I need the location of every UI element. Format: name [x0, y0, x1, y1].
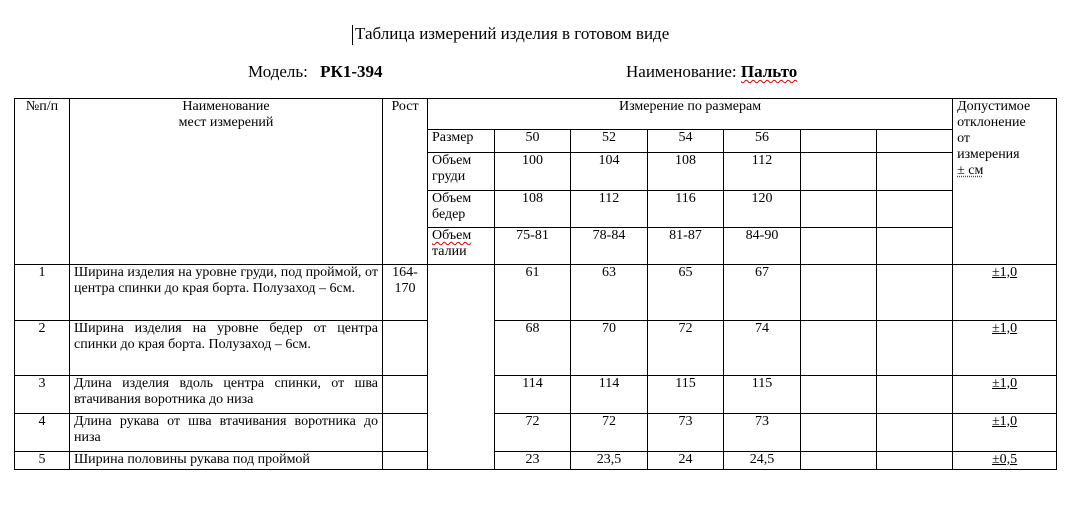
row-number: 2 — [15, 321, 70, 376]
name-value: Пальто — [740, 62, 798, 81]
value-cell: 24,5 — [724, 452, 801, 470]
size-cell: 116 — [648, 191, 724, 228]
value-cell: 23,5 — [571, 452, 648, 470]
page-title — [355, 24, 669, 44]
size-cell: 108 — [495, 191, 571, 228]
empty-cell — [801, 191, 877, 228]
value-cell: 63 — [571, 265, 648, 321]
row-number: 4 — [15, 414, 70, 452]
table-row — [15, 321, 1057, 376]
name-line — [626, 62, 797, 82]
empty-cell — [801, 130, 877, 153]
height-cell — [383, 376, 428, 414]
header-height: Рост — [383, 99, 428, 265]
tolerance-cell: ±1,0 — [953, 376, 1057, 414]
value-cell: 24 — [648, 452, 724, 470]
header-row — [15, 99, 1057, 130]
row-number: 1 — [15, 265, 70, 321]
size-row-label: Объем бедер — [428, 191, 495, 228]
value-cell: 73 — [648, 414, 724, 452]
header-tolerance: Допустимое отклонение от измерения ± см — [953, 99, 1057, 265]
value-cell: 73 — [724, 414, 801, 452]
size-cell: 84-90 — [724, 228, 801, 265]
empty-cell — [801, 452, 877, 470]
empty-cell — [877, 452, 953, 470]
size-cell: 54 — [648, 130, 724, 153]
empty-cell — [877, 321, 953, 376]
tolerance-cell: ±1,0 — [953, 321, 1057, 376]
header-name: Наименование мест измерений — [70, 99, 383, 265]
tolerance-cell: ±1,0 — [953, 414, 1057, 452]
value-cell: 23 — [495, 452, 571, 470]
value-cell: 115 — [648, 376, 724, 414]
empty-cell — [877, 376, 953, 414]
title-text: Таблица измерений изделия в готовом виде — [355, 24, 670, 43]
value-cell: 72 — [571, 414, 648, 452]
value-cell: 114 — [495, 376, 571, 414]
size-cell: 81-87 — [648, 228, 724, 265]
table-row — [15, 414, 1057, 452]
value-cell: 74 — [724, 321, 801, 376]
height-cell: 164- 170 — [383, 265, 428, 321]
value-cell: 72 — [495, 414, 571, 452]
value-cell: 68 — [495, 321, 571, 376]
row-name: Длина рукава от шва втачивания воротника до низа — [70, 414, 383, 452]
empty-cell — [877, 228, 953, 265]
value-cell: 67 — [724, 265, 801, 321]
size-cell: 56 — [724, 130, 801, 153]
header-sizes: Измерение по размерам — [428, 99, 953, 130]
size-cell: 104 — [571, 153, 648, 191]
size-row-label: Размер — [428, 130, 495, 153]
text-cursor — [352, 25, 353, 45]
table-row — [15, 376, 1057, 414]
value-cell: 115 — [724, 376, 801, 414]
empty-cell — [801, 153, 877, 191]
height-cell — [383, 414, 428, 452]
model-value: РК1-394 — [320, 62, 383, 81]
row-number: 5 — [15, 452, 70, 470]
measurements-table — [14, 98, 1057, 470]
table-row — [15, 265, 1057, 321]
height-cell — [383, 452, 428, 470]
size-cell: 108 — [648, 153, 724, 191]
empty-cell — [877, 130, 953, 153]
size-cell: 52 — [571, 130, 648, 153]
value-cell: 61 — [495, 265, 571, 321]
row-name: Ширина половины рукава под проймой — [70, 452, 383, 470]
size-row-label: Объем талии — [428, 228, 495, 265]
value-cell: 65 — [648, 265, 724, 321]
size-row-label: Объем груди — [428, 153, 495, 191]
size-cell: 50 — [495, 130, 571, 153]
model-line — [248, 62, 382, 82]
name-label: Наименование: — [626, 62, 737, 81]
height-cell — [383, 321, 428, 376]
empty-cell — [801, 414, 877, 452]
size-cell: 75-81 — [495, 228, 571, 265]
empty-cell — [877, 191, 953, 228]
size-cell: 112 — [724, 153, 801, 191]
label-column-blank — [428, 265, 495, 470]
header-no: №п/п — [15, 99, 70, 265]
tolerance-cell: ±1,0 — [953, 265, 1057, 321]
tolerance-cell: ±0,5 — [953, 452, 1057, 470]
model-label: Модель: — [248, 62, 308, 81]
size-cell: 100 — [495, 153, 571, 191]
empty-cell — [801, 376, 877, 414]
row-name: Ширина изделия на уровне груди, под проймой, от центра спинки до края борта. Полузаход – 6см. — [70, 265, 383, 321]
value-cell: 114 — [571, 376, 648, 414]
size-cell: 112 — [571, 191, 648, 228]
empty-cell — [877, 153, 953, 191]
value-cell: 70 — [571, 321, 648, 376]
value-cell: 72 — [648, 321, 724, 376]
size-cell: 120 — [724, 191, 801, 228]
empty-cell — [801, 228, 877, 265]
row-number: 3 — [15, 376, 70, 414]
empty-cell — [801, 321, 877, 376]
table-row — [15, 452, 1057, 470]
empty-cell — [801, 265, 877, 321]
row-name: Длина изделия вдоль центра спинки, от шва втачивания воротника до низа — [70, 376, 383, 414]
empty-cell — [877, 414, 953, 452]
row-name: Ширина изделия на уровне бедер от центра спинки до края борта. Полузаход – 6см. — [70, 321, 383, 376]
size-cell: 78-84 — [571, 228, 648, 265]
empty-cell — [877, 265, 953, 321]
